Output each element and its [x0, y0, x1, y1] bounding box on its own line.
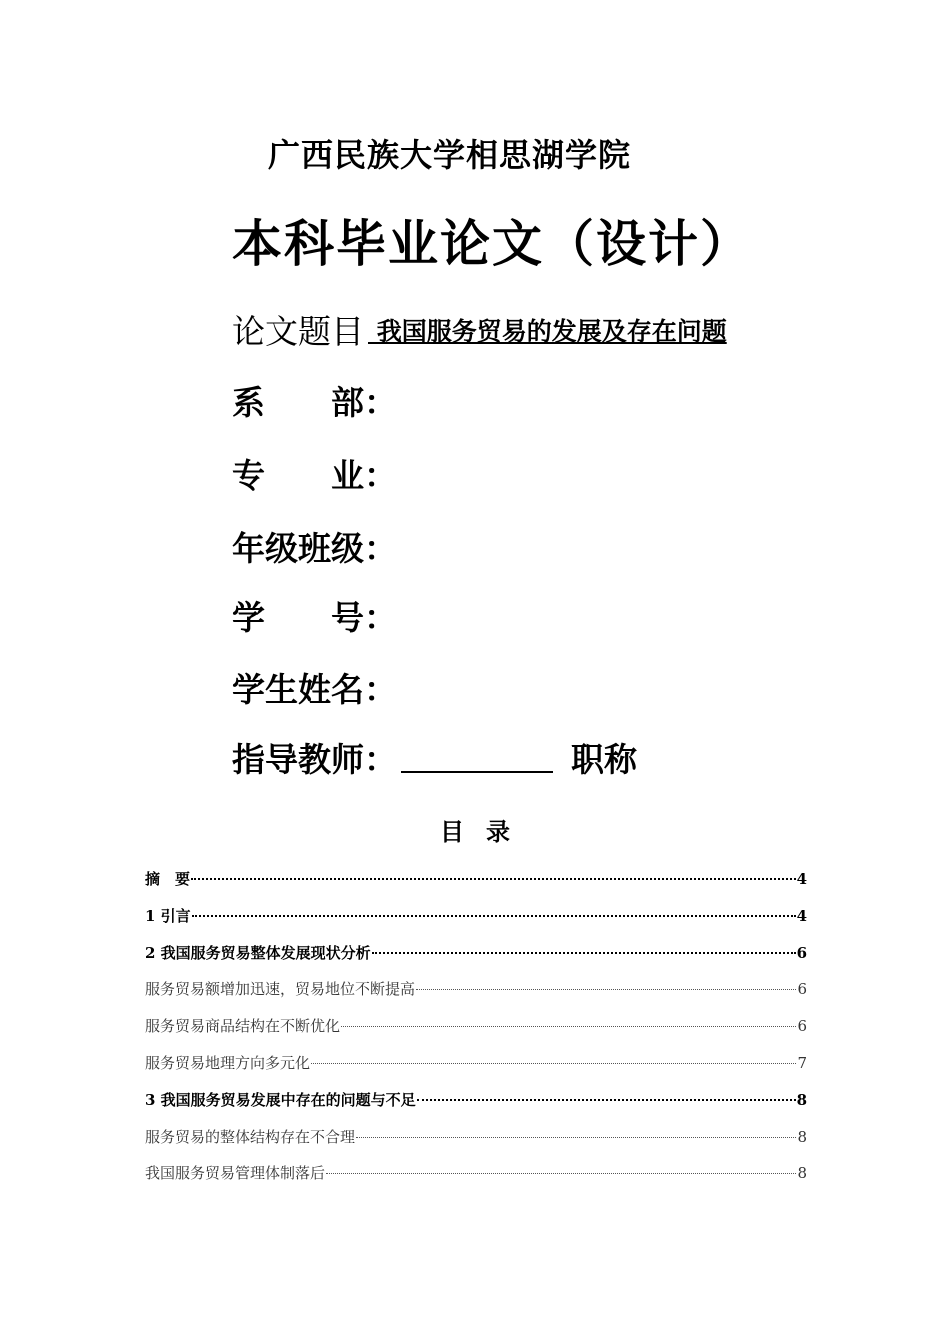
toc-entry[interactable]	[145, 869, 807, 889]
student-id-label: 学 号：	[232, 598, 397, 637]
toc-dot-leader	[416, 989, 796, 990]
toc-entry[interactable]	[145, 1163, 807, 1183]
major-label: 专 业：	[232, 456, 397, 495]
toc-entry[interactable]	[145, 1090, 807, 1110]
toc-entry-page: 8	[797, 1164, 807, 1183]
toc-dot-leader	[191, 878, 796, 880]
academic-title-label: 职称	[571, 740, 637, 779]
toc-dot-leader	[341, 1026, 796, 1027]
document-type-title: 本科毕业论文（设计）	[232, 214, 752, 273]
toc-entry-title: 服务贸易地理方向多元化	[145, 1054, 311, 1072]
toc-dot-leader	[356, 1137, 796, 1138]
toc-dot-leader	[192, 915, 796, 917]
topic-value: 我国服务贸易的发展及存在问题	[368, 317, 727, 346]
toc-entry-page: 7	[797, 1054, 807, 1072]
toc-entry-title: 我国服务贸易管理体制落后	[145, 1164, 326, 1183]
toc-entry[interactable]	[145, 906, 807, 926]
toc-entry-title: 1 引言	[145, 906, 191, 925]
class-label: 年级班级：	[232, 529, 397, 568]
toc-entry-page: 8	[796, 1090, 807, 1109]
toc-entry[interactable]	[145, 1127, 807, 1147]
toc-dot-leader	[326, 1173, 796, 1174]
toc-dot-leader	[417, 1099, 796, 1101]
toc-entry[interactable]	[145, 1053, 807, 1073]
toc-dot-leader	[311, 1063, 796, 1064]
toc-entry-page: 6	[797, 1017, 807, 1036]
advisor-label: 指导教师：	[232, 740, 397, 779]
topic-label: 论文题目	[232, 312, 364, 351]
toc-entry-page: 6	[796, 943, 807, 962]
toc-entry-page: 4	[796, 870, 807, 888]
toc-entry-title: 3 我国服务贸易发展中存在的问题与不足	[145, 1090, 416, 1109]
toc-heading: 目录	[440, 817, 532, 846]
toc-entry-title: 摘 要	[145, 870, 191, 888]
department-label: 系 部：	[232, 383, 397, 422]
toc-entry-title: 服务贸易的整体结构存在不合理	[145, 1127, 356, 1146]
major-field	[232, 450, 397, 497]
toc-entry-page: 8	[797, 1127, 807, 1146]
student-name-field	[232, 664, 397, 711]
advisor-field	[232, 734, 637, 781]
toc-entry-title: 服务贸易额增加迅速，贸易地位不断提高	[145, 980, 416, 999]
toc-entry-title: 2 我国服务贸易整体发展现状分析	[145, 943, 371, 962]
toc-entry[interactable]	[145, 943, 807, 963]
toc-dot-leader	[372, 952, 796, 954]
toc-entry[interactable]	[145, 979, 807, 999]
topic-field	[232, 306, 727, 353]
toc-entry-title: 服务贸易商品结构在不断优化	[145, 1017, 341, 1036]
advisor-blank-line	[401, 741, 553, 773]
class-field	[232, 523, 397, 570]
toc-entry[interactable]	[145, 1016, 807, 1036]
student-name-label: 学生姓名：	[232, 670, 397, 709]
university-name: 广西民族大学相思湖学院	[268, 136, 632, 174]
department-field	[232, 377, 397, 424]
toc-entry-page: 4	[796, 906, 807, 925]
student-id-field	[232, 592, 397, 639]
toc-entry-page: 6	[797, 980, 807, 999]
